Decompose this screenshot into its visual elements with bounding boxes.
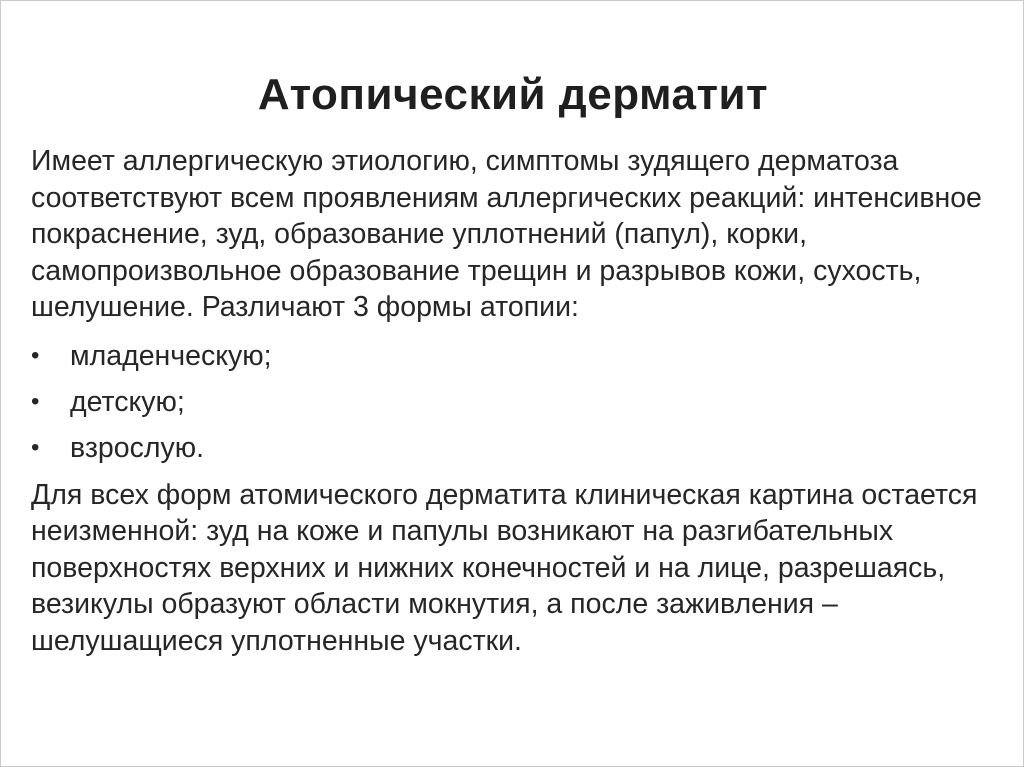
list-item-label: взрослую.: [70, 431, 205, 464]
slide-body: [31, 143, 1006, 659]
list-item-label: детскую;: [70, 385, 185, 418]
list-item: [31, 425, 1006, 471]
intro-paragraph: Имеет аллергическую этиологию, симптомы зудящего дерматоза соответствуют всем проявлениям аллергических реакций: интенсивное покраснение, зуд, образование уплотнений (папул), корки, самопроизвольное образование трещин и разрывов кожи, сухость, шелушение. Различают 3 формы атопии:: [31, 145, 982, 323]
slide-title: Атопический дерматит: [257, 70, 769, 119]
bullet-icon: •: [31, 433, 40, 461]
list-item: [31, 333, 1006, 379]
bullet-icon: •: [31, 387, 40, 415]
bullet-icon: •: [31, 341, 40, 369]
forms-list: [31, 333, 1006, 471]
list-item: [31, 379, 1006, 425]
conclusion-paragraph: Для всех форм атомического дерматита клиническая картина остается неизменной: зуд на коже и папулы возникают на разгибательных поверхностях верхних и нижних конечностей и на лице, разрешаясь, везикулы образуют области мокнутия, а после заживления – шелушащиеся уплотненные участки.: [31, 478, 978, 657]
list-item-label: младенческую;: [70, 339, 272, 372]
